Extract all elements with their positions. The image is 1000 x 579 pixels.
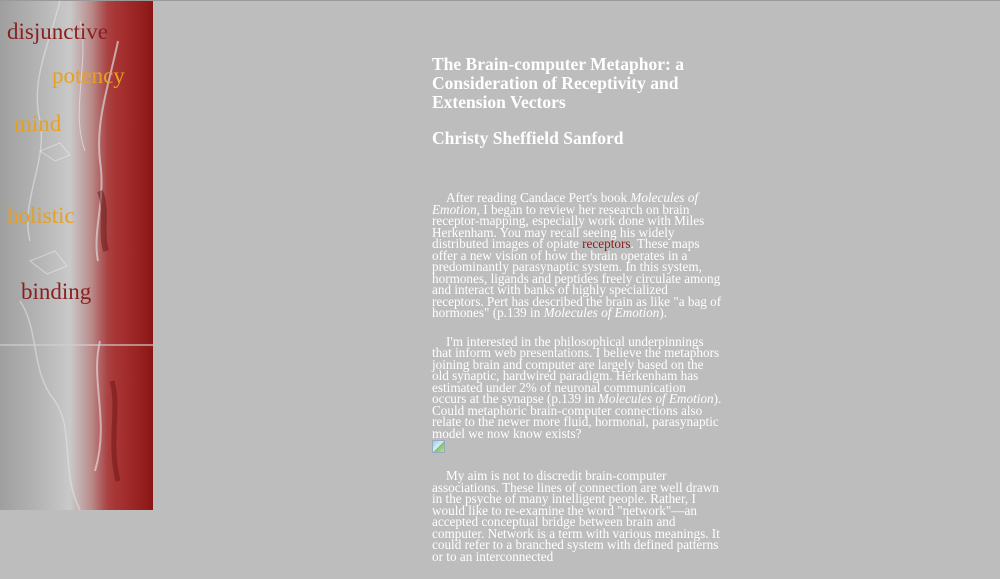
broken-image-icon[interactable]	[432, 440, 445, 453]
paragraph-2	[432, 333, 722, 454]
p1-text-d: . These maps offer a new vision of how the brain operates in a predominantly parasynaptic system. In this system, hormones, ligands and peptides freely circulate among and interact with banks of highly specialized receptors. Pert has described the brain as like "a bag of hormones" (p.139 in	[432, 236, 722, 320]
p2-text-a: I'm interested in the philosophical underpinnings that inform web presentations. I believe the metaphors joining brain and computer are largely based on the old synaptic, hardwired paradigm. Herkenham has estimated under 2% of neuronal communication occurs at the synapse (p.139 in	[432, 333, 720, 406]
nav-link-holistic[interactable]: holistic	[7, 203, 75, 228]
receptors-link[interactable]: receptors	[582, 236, 631, 251]
p1-book-title: Molecules of Emotion	[432, 190, 699, 217]
paragraph-3: My aim is not to discredit brain-computer associations. These lines of connection are well drawn in the psyche of many intelligent people. Rather, I would like to re-examine the word "network"—an accepted conceptual bridge between brain and computer. Network is a term with various meanings. It could refer to a branched system with defined patterns or to an interconnected	[432, 468, 720, 564]
article-title: The Brain-computer Metaphor: a Consideration of Receptivity and Extension Vectors	[432, 54, 684, 112]
p1-book-title-2: Molecules of Emotion	[543, 305, 660, 320]
nav-link-disjunctive[interactable]: disjunctive	[7, 19, 108, 44]
nav-link-binding[interactable]: binding	[21, 279, 92, 304]
p1-text-f: ).	[659, 305, 668, 320]
nav-link-potency[interactable]: potency	[52, 63, 125, 88]
p1-text-a: After reading Candace Pert's book	[446, 190, 631, 205]
article-author: Christy Sheffield Sanford	[432, 128, 624, 148]
p2-book-title: Molecules of Emotion	[597, 391, 714, 406]
p2-text-c: ). Could metaphoric brain-computer connections also relate to the newer more fluid, hormonal, parasynaptic model we now know exists?	[432, 391, 722, 441]
article	[432, 55, 722, 579]
p1-text-c: , I began to review her research on brain receptor-mapping, especially work done with Miles Herkenham. You may recall seeing his widely distributed images of opiate	[432, 201, 705, 251]
sidebar-artwork	[0, 1, 153, 510]
paragraph-1	[432, 192, 722, 319]
nav-link-mind[interactable]: mind	[14, 111, 62, 136]
